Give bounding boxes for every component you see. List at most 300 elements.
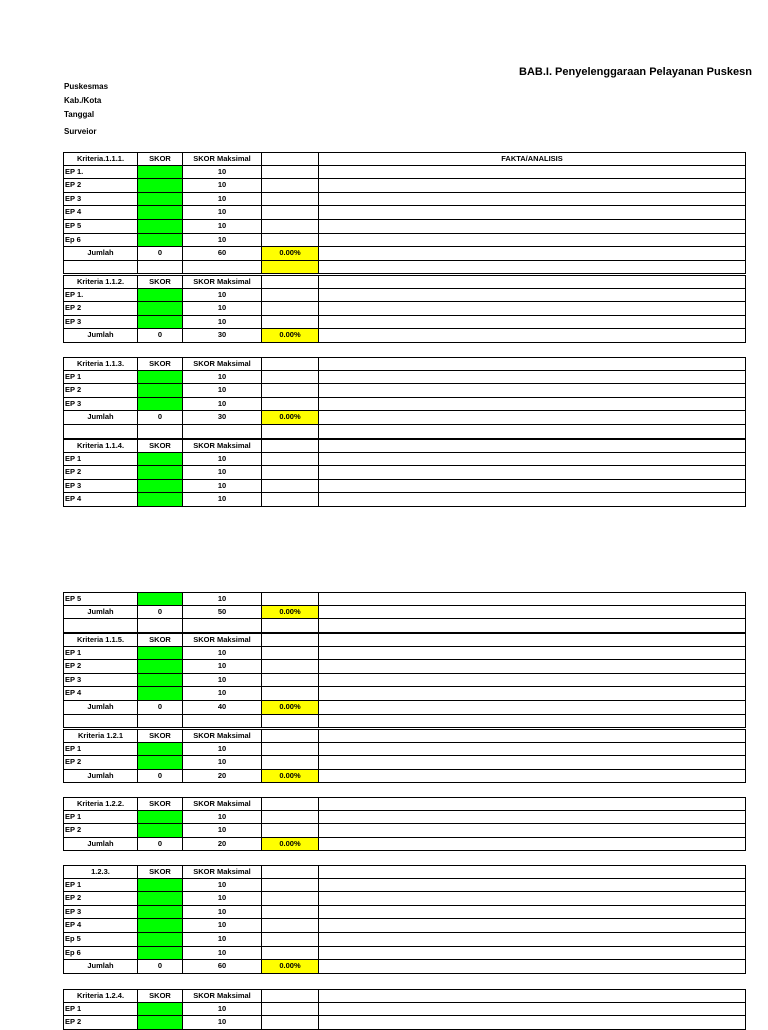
jumlah-skor: 0 — [138, 411, 183, 424]
ep-label: EP 1 — [64, 371, 138, 384]
skor-maksimal-cell: 10 — [183, 1016, 262, 1029]
ep-label: Ep 6 — [64, 234, 138, 247]
fakta-analisis-cell[interactable] — [319, 1016, 745, 1029]
ep-label: EP 2 — [64, 466, 138, 479]
jumlah-skor: 0 — [138, 329, 183, 342]
percent-cell — [262, 179, 319, 192]
ep-label: EP 5 — [64, 220, 138, 233]
skor-input-cell[interactable] — [138, 206, 183, 219]
spacer-cell — [319, 715, 745, 728]
spacer-cell — [319, 619, 745, 632]
jumlah-skor: 0 — [138, 606, 183, 619]
empty-header-cell — [262, 798, 319, 810]
skor-maksimal-cell: 10 — [183, 206, 262, 219]
ep-label: EP 2 — [64, 892, 138, 905]
skor-maksimal-header: SKOR Maksimal — [183, 730, 262, 742]
skor-input-cell[interactable] — [138, 756, 183, 769]
skor-maksimal-header: SKOR Maksimal — [183, 358, 262, 370]
criteria-header-row — [63, 797, 746, 811]
skor-input-cell[interactable] — [138, 384, 183, 397]
spacer-cell — [183, 715, 262, 728]
skor-maksimal-header: SKOR Maksimal — [183, 440, 262, 452]
spacer-row — [63, 261, 746, 275]
percent-cell — [262, 234, 319, 247]
fakta-analisis-cell[interactable] — [319, 493, 745, 506]
spacer-cell — [262, 425, 319, 438]
skor-input-cell[interactable] — [138, 892, 183, 905]
criteria-header-row — [63, 729, 746, 743]
fakta-analisis-header: FAKTA/ANALISIS — [501, 154, 563, 163]
spacer-cell — [183, 261, 262, 274]
ep-label: EP 2 — [64, 1016, 138, 1029]
skor-maksimal-cell: 10 — [183, 811, 262, 824]
ep-label: EP 1 — [64, 811, 138, 824]
meta-kab-kota: Kab./Kota — [64, 96, 102, 105]
jumlah-row — [63, 770, 746, 784]
skor-maksimal-cell: 10 — [183, 879, 262, 892]
ep-row — [63, 371, 746, 385]
fakta-analisis-cell[interactable] — [319, 906, 745, 919]
fakta-analisis-cell[interactable] — [319, 234, 745, 247]
fakta-analisis-cell[interactable] — [319, 466, 745, 479]
jumlah-percent: 0.00% — [262, 606, 319, 619]
skor-maksimal-cell: 10 — [183, 756, 262, 769]
fakta-analisis-cell[interactable] — [319, 166, 745, 179]
empty-header-cell — [262, 990, 319, 1002]
jumlah-skor-maksimal: 30 — [183, 329, 262, 342]
fakta-analisis-header — [319, 798, 745, 810]
skor-maksimal-cell: 10 — [183, 179, 262, 192]
ep-label: EP 1 — [64, 743, 138, 756]
ep-label: EP 1 — [64, 453, 138, 466]
jumlah-fakta-cell[interactable] — [319, 411, 745, 424]
criteria-block-g3 — [63, 357, 746, 439]
fakta-analisis-header — [319, 634, 745, 646]
criteria-header-row — [63, 152, 746, 166]
percent-cell — [262, 660, 319, 673]
ep-row — [63, 919, 746, 933]
fakta-analisis-header — [319, 358, 745, 370]
ep-row — [63, 220, 746, 234]
ep-row — [63, 466, 746, 480]
skor-maksimal-cell: 10 — [183, 466, 262, 479]
fakta-analisis-cell[interactable] — [319, 743, 745, 756]
criteria-label: Kriteria.1.1.1. — [64, 153, 138, 165]
skor-header: SKOR — [138, 358, 183, 370]
skor-header: SKOR — [138, 634, 183, 646]
ep-row — [63, 289, 746, 303]
percent-cell — [262, 743, 319, 756]
jumlah-label: Jumlah — [64, 329, 138, 342]
jumlah-skor-maksimal: 30 — [183, 411, 262, 424]
skor-maksimal-cell: 10 — [183, 371, 262, 384]
percent-cell — [262, 398, 319, 411]
jumlah-percent: 0.00% — [262, 838, 319, 851]
skor-maksimal-cell: 10 — [183, 906, 262, 919]
jumlah-skor-maksimal: 40 — [183, 701, 262, 714]
jumlah-skor-maksimal: 20 — [183, 770, 262, 783]
skor-input-cell[interactable] — [138, 466, 183, 479]
skor-maksimal-header: SKOR Maksimal — [183, 866, 262, 878]
jumlah-skor-maksimal: 60 — [183, 960, 262, 973]
skor-input-cell[interactable] — [138, 1016, 183, 1029]
skor-input-cell[interactable] — [138, 687, 183, 700]
jumlah-row — [63, 606, 746, 620]
spacer-cell — [138, 425, 183, 438]
percent-cell — [262, 892, 319, 905]
jumlah-label: Jumlah — [64, 838, 138, 851]
jumlah-percent: 0.00% — [262, 770, 319, 783]
skor-maksimal-cell: 10 — [183, 480, 262, 493]
skor-maksimal-cell: 10 — [183, 824, 262, 837]
fakta-analisis-cell[interactable] — [319, 371, 745, 384]
jumlah-skor: 0 — [138, 770, 183, 783]
criteria-block-g4b — [63, 592, 746, 633]
skor-maksimal-cell: 10 — [183, 743, 262, 756]
fakta-analisis-cell[interactable] — [319, 179, 745, 192]
ep-row — [63, 384, 746, 398]
skor-input-cell[interactable] — [138, 480, 183, 493]
ep-row — [63, 1016, 746, 1030]
fakta-analisis-cell[interactable] — [319, 593, 745, 605]
criteria-header-row — [63, 989, 746, 1003]
criteria-label: Kriteria 1.1.2. — [64, 276, 138, 288]
jumlah-row — [63, 838, 746, 852]
skor-maksimal-cell: 10 — [183, 316, 262, 329]
spacer-cell — [262, 619, 319, 632]
jumlah-percent: 0.00% — [262, 329, 319, 342]
criteria-block-g2 — [63, 275, 746, 343]
fakta-analisis-cell[interactable] — [319, 206, 745, 219]
fakta-analisis-cell[interactable] — [319, 687, 745, 700]
skor-maksimal-cell: 10 — [183, 302, 262, 315]
percent-cell — [262, 674, 319, 687]
ep-row — [63, 824, 746, 838]
percent-cell — [262, 1016, 319, 1029]
spacer-row — [63, 619, 746, 633]
fakta-analisis-cell[interactable] — [319, 384, 745, 397]
spacer-yellow-cell — [262, 261, 319, 274]
skor-input-cell[interactable] — [138, 220, 183, 233]
jumlah-row — [63, 247, 746, 261]
ep-label: Ep 6 — [64, 947, 138, 960]
percent-cell — [262, 811, 319, 824]
skor-maksimal-cell: 10 — [183, 947, 262, 960]
ep-row — [63, 206, 746, 220]
ep-row — [63, 674, 746, 688]
skor-maksimal-header: SKOR Maksimal — [183, 276, 262, 288]
skor-maksimal-cell: 10 — [183, 919, 262, 932]
ep-row — [63, 166, 746, 180]
ep-label: EP 1 — [64, 1003, 138, 1016]
jumlah-row — [63, 329, 746, 343]
jumlah-label: Jumlah — [64, 606, 138, 619]
meta-tanggal: Tanggal — [64, 110, 95, 119]
criteria-label: Kriteria 1.1.4. — [64, 440, 138, 452]
empty-header-cell — [262, 634, 319, 646]
fakta-analisis-cell[interactable] — [319, 879, 745, 892]
skor-input-cell[interactable] — [138, 906, 183, 919]
skor-input-cell[interactable] — [138, 824, 183, 837]
jumlah-row — [63, 411, 746, 425]
ep-row — [63, 193, 746, 207]
ep-label: EP 2 — [64, 756, 138, 769]
percent-cell — [262, 466, 319, 479]
jumlah-label: Jumlah — [64, 701, 138, 714]
percent-cell — [262, 879, 319, 892]
fakta-analisis-header — [319, 990, 745, 1002]
criteria-header-row — [63, 275, 746, 289]
meta-surveior: Surveior — [64, 127, 97, 136]
percent-cell — [262, 206, 319, 219]
skor-input-cell[interactable] — [138, 398, 183, 411]
fakta-analisis-cell[interactable] — [319, 947, 745, 960]
spacer-row — [63, 715, 746, 729]
fakta-analisis-cell[interactable] — [319, 811, 745, 824]
percent-cell — [262, 384, 319, 397]
skor-maksimal-cell: 10 — [183, 674, 262, 687]
spacer-row — [63, 425, 746, 439]
ep-label: EP 2 — [64, 302, 138, 315]
skor-maksimal-cell: 10 — [183, 220, 262, 233]
skor-input-cell[interactable] — [138, 919, 183, 932]
skor-header: SKOR — [138, 730, 183, 742]
fakta-analisis-cell[interactable] — [319, 824, 745, 837]
percent-cell — [262, 593, 319, 605]
criteria-label: Kriteria 1.1.5. — [64, 634, 138, 646]
jumlah-fakta-cell[interactable] — [319, 606, 745, 619]
criteria-label: Kriteria 1.1.3. — [64, 358, 138, 370]
ep-row — [63, 687, 746, 701]
ep-label: EP 2 — [64, 660, 138, 673]
fakta-analisis-cell[interactable] — [319, 892, 745, 905]
percent-cell — [262, 824, 319, 837]
ep-label: EP 1 — [64, 647, 138, 660]
jumlah-percent: 0.00% — [262, 701, 319, 714]
spacer-cell — [319, 261, 745, 274]
percent-cell — [262, 687, 319, 700]
empty-header-cell — [262, 440, 319, 452]
spacer-cell — [64, 261, 138, 274]
fakta-analisis-cell[interactable] — [319, 453, 745, 466]
skor-header: SKOR — [138, 990, 183, 1002]
skor-input-cell[interactable] — [138, 879, 183, 892]
skor-maksimal-cell: 10 — [183, 398, 262, 411]
jumlah-skor-maksimal: 60 — [183, 247, 262, 260]
jumlah-fakta-cell[interactable] — [319, 838, 745, 851]
ep-label: EP 3 — [64, 398, 138, 411]
spacer-cell — [138, 715, 183, 728]
empty-header-cell — [262, 276, 319, 288]
ep-row — [63, 933, 746, 947]
percent-cell — [262, 302, 319, 315]
skor-input-cell[interactable] — [138, 811, 183, 824]
ep-row — [63, 592, 746, 606]
ep-label: EP 3 — [64, 480, 138, 493]
skor-input-cell[interactable] — [138, 674, 183, 687]
ep-label: EP 2 — [64, 384, 138, 397]
skor-input-cell[interactable] — [138, 316, 183, 329]
jumlah-skor: 0 — [138, 838, 183, 851]
skor-header: SKOR — [138, 798, 183, 810]
ep-label: EP 4 — [64, 919, 138, 932]
percent-cell — [262, 947, 319, 960]
skor-input-cell[interactable] — [138, 453, 183, 466]
skor-maksimal-cell: 10 — [183, 234, 262, 247]
ep-label: EP 4 — [64, 206, 138, 219]
skor-maksimal-cell: 10 — [183, 453, 262, 466]
ep-label: EP 3 — [64, 674, 138, 687]
skor-header: SKOR — [138, 153, 183, 165]
criteria-header-row — [63, 633, 746, 647]
criteria-label: Kriteria 1.2.2. — [64, 798, 138, 810]
spacer-cell — [64, 425, 138, 438]
ep-row — [63, 1003, 746, 1017]
percent-cell — [262, 453, 319, 466]
criteria-header-row — [63, 357, 746, 371]
criteria-block-g1 — [63, 152, 746, 274]
fakta-analisis-cell[interactable] — [319, 302, 745, 315]
spacer-cell — [138, 619, 183, 632]
ep-row — [63, 892, 746, 906]
fakta-analisis-header — [319, 440, 745, 452]
ep-row — [63, 879, 746, 893]
fakta-analisis-header — [319, 866, 745, 878]
jumlah-fakta-cell[interactable] — [319, 770, 745, 783]
empty-header-cell — [262, 358, 319, 370]
skor-maksimal-cell: 10 — [183, 193, 262, 206]
ep-label: EP 3 — [64, 316, 138, 329]
fakta-analisis-cell[interactable] — [319, 674, 745, 687]
empty-header-cell — [262, 153, 319, 165]
ep-label: EP 4 — [64, 687, 138, 700]
skor-input-cell[interactable] — [138, 289, 183, 302]
skor-maksimal-cell: 10 — [183, 660, 262, 673]
skor-header: SKOR — [138, 276, 183, 288]
skor-maksimal-header: SKOR Maksimal — [183, 634, 262, 646]
skor-maksimal-cell: 10 — [183, 593, 262, 605]
jumlah-row — [63, 701, 746, 715]
jumlah-label: Jumlah — [64, 770, 138, 783]
criteria-block-g7 — [63, 797, 746, 851]
jumlah-percent: 0.00% — [262, 960, 319, 973]
fakta-analisis-cell[interactable] — [319, 398, 745, 411]
percent-cell — [262, 316, 319, 329]
skor-input-cell[interactable] — [138, 743, 183, 756]
spacer-cell — [183, 425, 262, 438]
fakta-analisis-cell[interactable] — [319, 647, 745, 660]
percent-cell — [262, 919, 319, 932]
skor-maksimal-header: SKOR Maksimal — [183, 798, 262, 810]
percent-cell — [262, 193, 319, 206]
criteria-header-row — [63, 865, 746, 879]
fakta-analisis-cell[interactable] — [319, 316, 745, 329]
skor-input-cell[interactable] — [138, 947, 183, 960]
spacer-cell — [64, 715, 138, 728]
fakta-analisis-cell[interactable] — [319, 1003, 745, 1016]
ep-row — [63, 743, 746, 757]
jumlah-skor: 0 — [138, 247, 183, 260]
ep-row — [63, 453, 746, 467]
skor-input-cell[interactable] — [138, 234, 183, 247]
skor-maksimal-cell: 10 — [183, 892, 262, 905]
skor-maksimal-cell: 10 — [183, 289, 262, 302]
fakta-analisis-cell[interactable] — [319, 660, 745, 673]
skor-input-cell[interactable] — [138, 302, 183, 315]
skor-maksimal-cell: 10 — [183, 933, 262, 946]
ep-row — [63, 316, 746, 330]
fakta-analisis-cell[interactable] — [319, 289, 745, 302]
fakta-analisis-cell[interactable] — [319, 933, 745, 946]
ep-row — [63, 906, 746, 920]
criteria-block-g4 — [63, 439, 746, 507]
skor-maksimal-cell: 10 — [183, 687, 262, 700]
ep-label: EP 1. — [64, 289, 138, 302]
skor-input-cell[interactable] — [138, 166, 183, 179]
percent-cell — [262, 933, 319, 946]
jumlah-fakta-cell[interactable] — [319, 247, 745, 260]
ep-row — [63, 302, 746, 316]
empty-header-cell — [262, 866, 319, 878]
skor-input-cell[interactable] — [138, 660, 183, 673]
ep-row — [63, 811, 746, 825]
ep-row — [63, 647, 746, 661]
jumlah-skor: 0 — [138, 960, 183, 973]
criteria-label: Kriteria 1.2.4. — [64, 990, 138, 1002]
criteria-block-g5 — [63, 633, 746, 728]
jumlah-fakta-cell[interactable] — [319, 701, 745, 714]
criteria-label: Kriteria 1.2.1 — [64, 730, 138, 742]
ep-label: EP 2 — [64, 179, 138, 192]
jumlah-skor: 0 — [138, 701, 183, 714]
fakta-analisis-cell[interactable] — [319, 220, 745, 233]
ep-label: EP 5 — [64, 593, 138, 605]
skor-header: SKOR — [138, 440, 183, 452]
fakta-analisis-cell[interactable] — [319, 193, 745, 206]
ep-row — [63, 493, 746, 507]
skor-input-cell[interactable] — [138, 371, 183, 384]
fakta-analisis-cell[interactable] — [319, 919, 745, 932]
jumlah-fakta-cell[interactable] — [319, 329, 745, 342]
skor-input-cell[interactable] — [138, 933, 183, 946]
ep-row — [63, 756, 746, 770]
skor-input-cell[interactable] — [138, 593, 183, 605]
percent-cell — [262, 1003, 319, 1016]
jumlah-skor-maksimal: 20 — [183, 838, 262, 851]
spacer-cell — [262, 715, 319, 728]
fakta-analisis-cell[interactable] — [319, 480, 745, 493]
ep-row — [63, 480, 746, 494]
jumlah-fakta-cell[interactable] — [319, 960, 745, 973]
skor-maksimal-cell: 10 — [183, 493, 262, 506]
skor-input-cell[interactable] — [138, 179, 183, 192]
skor-input-cell[interactable] — [138, 493, 183, 506]
fakta-analisis-cell[interactable] — [319, 756, 745, 769]
jumlah-percent: 0.00% — [262, 247, 319, 260]
meta-puskesmas: Puskesmas — [64, 82, 109, 91]
skor-input-cell[interactable] — [138, 647, 183, 660]
percent-cell — [262, 493, 319, 506]
skor-maksimal-cell: 10 — [183, 647, 262, 660]
fakta-analisis-header — [319, 730, 745, 742]
jumlah-label: Jumlah — [64, 247, 138, 260]
skor-input-cell[interactable] — [138, 193, 183, 206]
empty-header-cell — [262, 730, 319, 742]
skor-maksimal-cell: 10 — [183, 166, 262, 179]
jumlah-row — [63, 960, 746, 974]
skor-input-cell[interactable] — [138, 1003, 183, 1016]
ep-label: EP 3 — [64, 193, 138, 206]
